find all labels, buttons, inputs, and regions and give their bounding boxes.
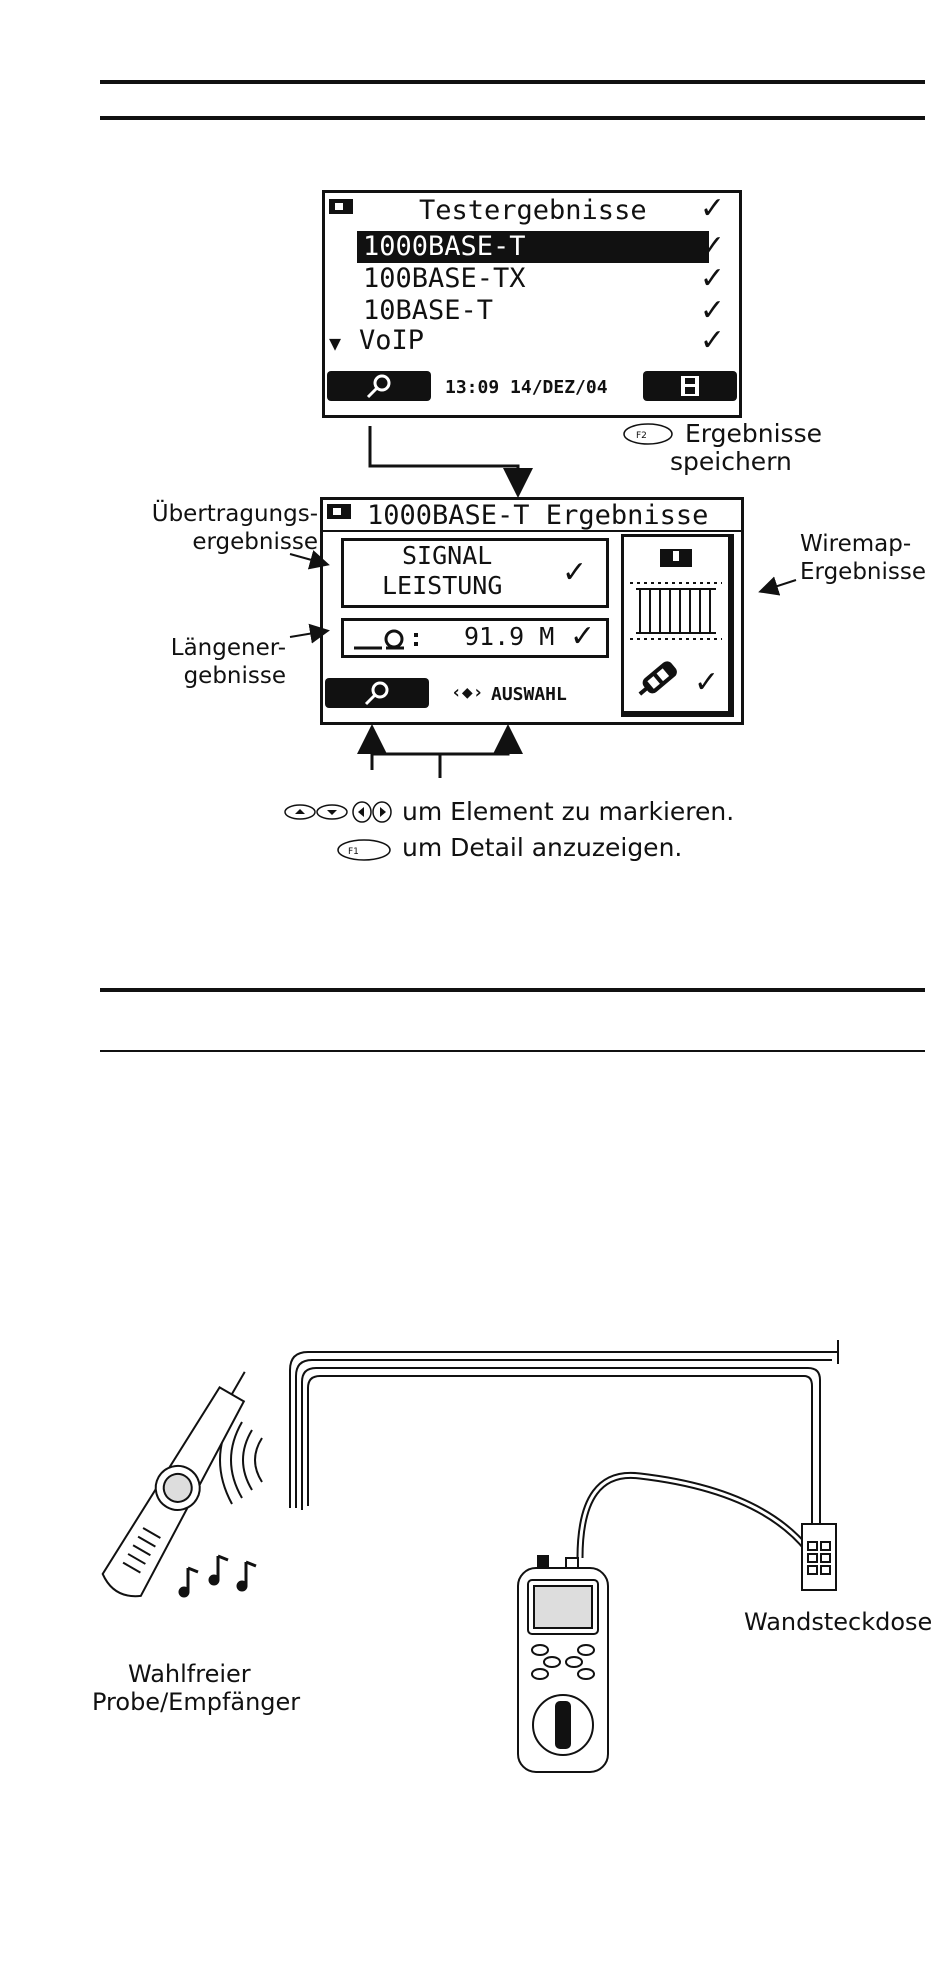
down-arrow-icon: ▼ <box>329 331 342 355</box>
wall-jack-label: Wandsteckdose <box>744 1608 933 1636</box>
check-icon: ✓ <box>699 261 725 296</box>
date-time-status: 13:09 14/DEZ/04 <box>445 377 608 398</box>
performance-label: LEISTUNG <box>382 571 503 600</box>
callout-line: Längener- <box>170 635 286 661</box>
callout-line: Ergebnisse <box>800 559 927 585</box>
arrow-keys-icon <box>282 800 392 824</box>
callout-line: Übertragungs- <box>151 501 318 527</box>
f1-key-icon <box>336 838 392 862</box>
save-results-note-1: Ergebnisse <box>685 419 822 448</box>
wall-jack <box>802 1524 836 1590</box>
toner-probe-illustration <box>0 1340 950 1800</box>
probe-label-2: Probe/Empfänger <box>92 1688 301 1716</box>
music-notes-icon <box>180 1556 256 1596</box>
svg-text:F2: F2 <box>636 431 647 441</box>
middle-rule-1 <box>100 988 925 992</box>
check-icon: ✓ <box>570 619 596 654</box>
result-row-label: VoIP <box>359 325 425 356</box>
check-icon: ✓ <box>699 323 725 358</box>
arrow-keys-icon: ‹◆› <box>451 682 484 703</box>
svg-text:F1: F1 <box>348 847 359 857</box>
callout-line: gebnisse <box>183 663 286 689</box>
screen-title: 1000BASE-T Ergebnisse <box>367 500 709 531</box>
length-value: 91.9 M <box>464 622 555 651</box>
instruction-highlight: um Element zu markieren. <box>402 797 735 826</box>
check-icon: ✓ <box>562 555 588 590</box>
callout-line: ergebnisse <box>192 529 318 555</box>
check-icon: ✓ <box>699 229 725 264</box>
save-results-note-2: speichern <box>670 447 792 476</box>
tester-device <box>518 1556 608 1772</box>
check-icon: ✓ <box>699 191 725 226</box>
middle-rule-2 <box>100 1050 925 1052</box>
result-row-label: 1000BASE-T <box>363 231 526 262</box>
screen-title: Testergebnisse <box>419 195 647 226</box>
select-hint: AUSWAHL <box>491 684 567 705</box>
result-row-label: 10BASE-T <box>363 295 494 326</box>
callout-line: Wiremap- <box>800 531 912 557</box>
probe-device <box>99 1361 264 1603</box>
check-icon: ✓ <box>699 293 725 328</box>
probe-label-1: Wahlfreier <box>128 1660 251 1688</box>
check-icon: ✓ <box>694 665 720 700</box>
instruction-detail: um Detail anzuzeigen. <box>402 833 683 862</box>
signal-label: SIGNAL <box>402 541 493 570</box>
result-row-label: 100BASE-TX <box>363 263 526 294</box>
